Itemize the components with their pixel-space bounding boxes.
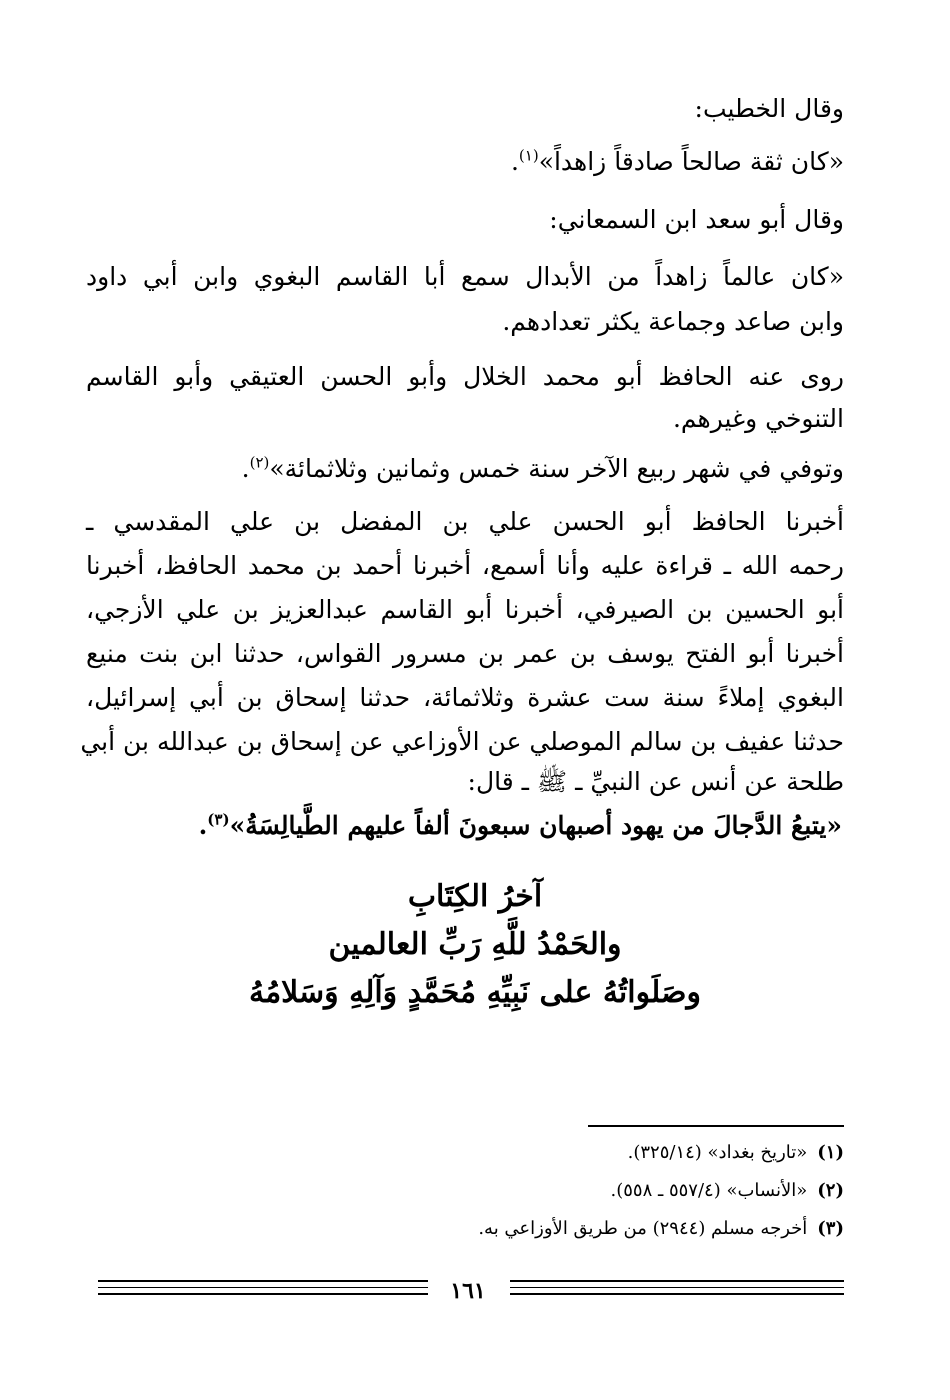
text-line: طلحة عن أنس عن النبيِّ ـ ﷺ ـ قال: <box>467 767 844 796</box>
text-line: روى عنه الحافظ أبو محمد الخلال وأبو الحسن العتيقي وأبو القاسم <box>86 362 844 391</box>
text-line: البغوي إملاءً سنة ست عشرة وثلاثمائة، حدثنا إسحاق بن أبي إسرائيل، <box>86 683 844 712</box>
closing-blessing: وصَلَواتُهُ على نَبِيِّهِ مُحَمَّدٍ وَآلِهِ وَسَلامُهُ <box>248 975 701 1010</box>
bottom-rule-left <box>98 1280 428 1304</box>
text-line: أخبرنا الحافظ أبو الحسن علي بن المفضل بن علي المقدسي ـ <box>86 507 844 536</box>
page-number: ١٦١ <box>450 1278 486 1304</box>
text-line: حدثنا عفيف بن سالم الموصلي عن الأوزاعي عن إسحاق بن عبدالله بن أبي <box>80 727 844 756</box>
text-line: رحمه الله ـ قراءة عليه وأنا أسمع، أخبرنا أحمد بن محمد الحافظ، أخبرنا <box>86 551 844 580</box>
footnote: (١)«تاريخ بغداد» (٣٢٥/١٤). <box>627 1142 844 1163</box>
footnote: (٢)«الأنساب» (٥٥٧/٤ ـ ٥٥٨). <box>610 1180 844 1201</box>
quote-line: «كان ثقة صالحاً صادقاً زاهداً»$^{(١)}$. <box>510 146 844 176</box>
footnote-ref: (٢) <box>249 453 270 472</box>
footnote-ref: (٣) <box>207 810 230 829</box>
footnote-ref: (١) <box>518 146 539 165</box>
text-line: وابن صاعد وجماعة يكثر تعدادهم. <box>502 307 844 336</box>
footnote-separator <box>588 1125 844 1127</box>
text-line: وتوفي في شهر ربيع الآخر سنة خمس وثمانين وثلاثمائة»$^{(٢)}$. <box>241 453 844 483</box>
text-line: التنوخي وغيرهم. <box>672 404 844 433</box>
text-line: وقال الخطيب: <box>694 94 844 123</box>
text-line: أبو الحسين بن الصيرفي، أخبرنا أبو القاسم عبدالعزيز بن علي الأزجي، <box>86 595 844 624</box>
text-line: وقال أبو سعد ابن السمعاني: <box>549 205 844 234</box>
closing-title: آخرُ الكِتَابِ <box>407 879 543 914</box>
closing-praise: والحَمْدُ للَّهِ رَبِّ العالمين <box>328 927 622 962</box>
text-line: أخبرنا أبو الفتح يوسف بن عمر بن مسرور القواس، حدثنا ابن بنت منيع <box>86 639 844 668</box>
bottom-rule-right <box>510 1280 844 1304</box>
quote-line: «كان عالماً زاهداً من الأبدال سمع أبا القاسم البغوي وابن أبي داود <box>86 262 844 291</box>
hadith-line: «يتبعُ الدَّجالَ من يهود أصبهان سبعونَ ألفاً عليهم الطَّيالِسَةُ»$^{(٣)}$. <box>198 810 842 840</box>
footnote: (٣)أخرجه مسلم (٢٩٤٤) من طريق الأوزاعي به. <box>478 1218 844 1239</box>
